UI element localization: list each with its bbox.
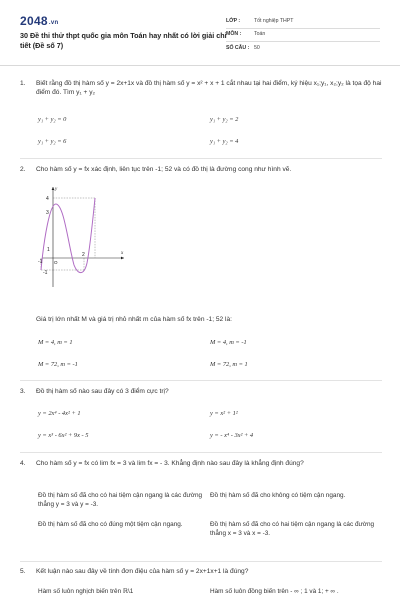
meta-value: Tốt nghiệp THPT bbox=[254, 18, 294, 25]
y-axis-arrow bbox=[52, 187, 55, 190]
label-x-1: -1 bbox=[38, 259, 43, 265]
question-number: 2. bbox=[20, 166, 26, 173]
function-graph bbox=[38, 183, 128, 293]
option-c[interactable]: y₁ + y₂ = 6 bbox=[38, 138, 67, 145]
meta-value: 50 bbox=[254, 44, 260, 51]
option-d[interactable]: y = - x⁴ - 3x² + 4 bbox=[210, 432, 254, 439]
meta-label: LỚP : bbox=[226, 18, 241, 25]
option-b[interactable]: y₁ + y₂ = 2 bbox=[210, 116, 239, 123]
question-5 bbox=[20, 568, 382, 577]
label-y: y bbox=[55, 187, 58, 192]
page-header bbox=[0, 0, 400, 66]
option-a[interactable]: y = 2x⁴ - 4x² + 1 bbox=[38, 410, 81, 417]
meta-value: Toán bbox=[254, 31, 266, 38]
question-number: 1. bbox=[20, 80, 26, 87]
option-c[interactable]: M = 72, m = -1 bbox=[38, 361, 78, 368]
option-a[interactable]: y₁ + y₂ = 0 bbox=[38, 116, 67, 123]
question-number: 3. bbox=[20, 388, 26, 395]
option-b[interactable]: Đồ thị hàm số đã cho không có tiệm cận ngang. bbox=[210, 492, 346, 499]
question-2 bbox=[20, 166, 382, 175]
option-b[interactable]: M = 4, m = -1 bbox=[210, 339, 247, 346]
function-curve bbox=[41, 198, 95, 273]
question-2-subtext bbox=[20, 316, 382, 325]
label-x2: 2 bbox=[82, 252, 85, 258]
question-text: Biết rằng đồ thị hàm số y = 2x+1x và đồ thị hàm số y = x² + x + 1 cắt nhau tại hai điểm, ký hiệu x₁;y₁, x₂;y₂ là tọa độ hai điểm đó. Tìm y₁ + y₂ bbox=[36, 80, 382, 96]
meta-row-class bbox=[226, 16, 380, 29]
label-origin: O bbox=[54, 260, 58, 265]
option-d[interactable]: y₁ + y₂ = 4 bbox=[210, 138, 239, 145]
divider bbox=[20, 380, 382, 381]
label-y4: 4 bbox=[46, 196, 49, 202]
logo-main: 2048 bbox=[20, 14, 48, 28]
option-b[interactable]: Hàm số luôn đồng biến trên - ∞ ; 1 và 1; + ∞ . bbox=[210, 588, 339, 595]
option-c[interactable]: y = x³ - 6x² + 9x - 5 bbox=[38, 432, 89, 439]
question-subtext: Giá trị lớn nhất M và giá trị nhỏ nhất m của hàm số fx trên -1; 52 là: bbox=[36, 316, 232, 323]
question-text: Đồ thị hàm số nào sau đây có 3 điểm cực trị? bbox=[36, 388, 169, 395]
question-3 bbox=[20, 388, 382, 397]
option-a[interactable]: Hàm số luôn nghịch biến trên ℝ\1 bbox=[38, 588, 134, 595]
question-number: 4. bbox=[20, 460, 26, 467]
option-c[interactable]: Đồ thị hàm số đã cho có đúng một tiệm cận ngang. bbox=[38, 521, 183, 528]
question-text: Kết luận nào sau đây về tính đơn điệu của hàm số y = 2x+1x+1 là đúng? bbox=[36, 568, 249, 575]
meta-table bbox=[226, 16, 380, 55]
option-a[interactable]: M = 4, m = 1 bbox=[38, 339, 73, 346]
meta-row-count bbox=[226, 42, 380, 55]
logo-suffix: .vn bbox=[48, 20, 59, 26]
document-title: 30 Đề thi thử thpt quốc gia môn Toán hay nhất có lời giải chi tiết (Đề số 7) bbox=[20, 31, 227, 51]
meta-label: SỐ CÂU : bbox=[226, 44, 250, 51]
question-4 bbox=[20, 460, 382, 469]
question-text: Cho hàm số y = fx xác định, liên tục trên -1; 52 và có đồ thị là đường cong như hình vẽ. bbox=[36, 166, 292, 173]
divider bbox=[20, 561, 382, 562]
site-logo[interactable] bbox=[20, 13, 58, 29]
meta-label: MÔN : bbox=[226, 31, 242, 38]
option-b[interactable]: y = x² + 1² bbox=[210, 410, 238, 417]
label-y-1: -1 bbox=[43, 270, 48, 276]
divider bbox=[20, 452, 382, 453]
question-text: Cho hàm số y = fx có lim fx = 3 và lim fx = - 3. Khẳng định nào sau đây là khẳng định đúng? bbox=[36, 460, 304, 467]
x-axis-arrow bbox=[121, 257, 124, 260]
option-d[interactable]: M = 72, m = 1 bbox=[210, 361, 248, 368]
divider bbox=[20, 158, 382, 159]
meta-row-subject bbox=[226, 29, 380, 42]
label-y1: 1 bbox=[47, 247, 50, 253]
label-x: x bbox=[121, 251, 124, 256]
option-a[interactable]: Đồ thị hàm số đã cho có hai tiệm cận ngang là các đường thẳng y = 3 và y = -3. bbox=[38, 492, 203, 508]
question-1 bbox=[20, 80, 382, 98]
label-y3: 3 bbox=[46, 210, 49, 216]
question-number: 5. bbox=[20, 568, 26, 575]
option-d[interactable]: Đồ thị hàm số đã cho có hai tiệm cận ngang là các đường thẳng x = 3 và x = -3. bbox=[210, 521, 375, 537]
